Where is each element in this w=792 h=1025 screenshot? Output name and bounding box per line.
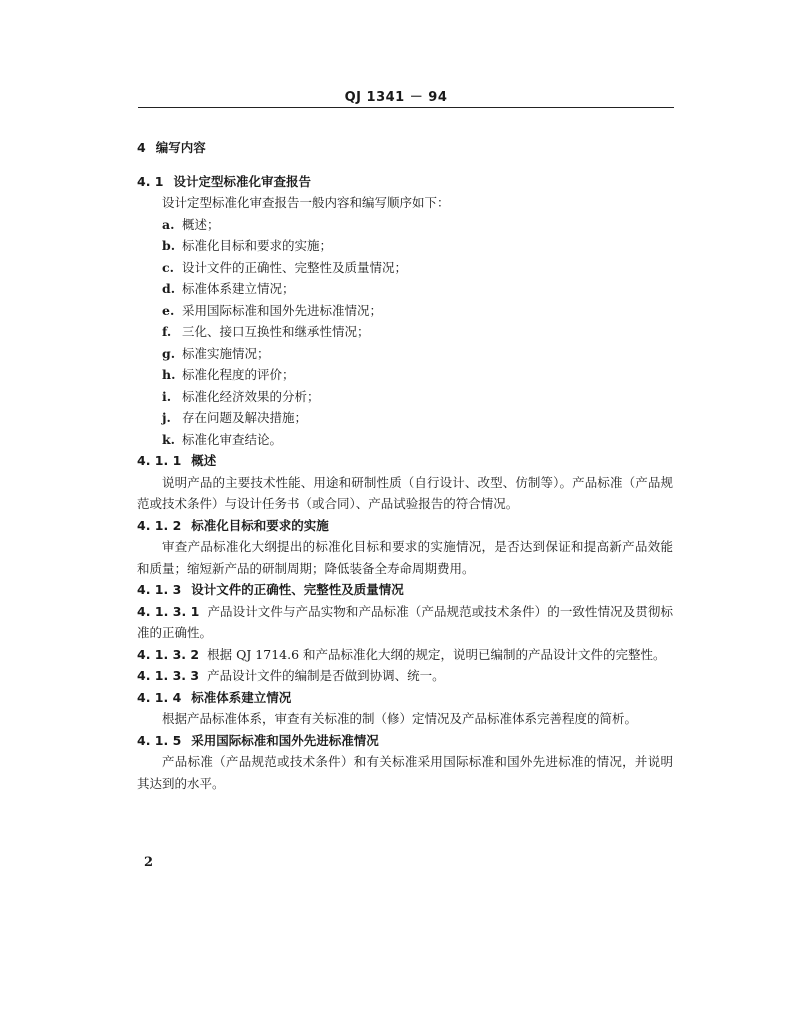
section-4-1-heading [137, 171, 673, 193]
list-item: h. 标准化程度的评价； [162, 367, 295, 382]
section-4-1-4-heading [137, 687, 673, 709]
section-4-1-1-heading [137, 450, 673, 472]
section-number: 4. 1. 3. 1 [137, 603, 200, 619]
list-item: k. 标准化审查结论。 [162, 431, 283, 447]
section-4-1-2-body: 审查产品标准化大纲提出的标准化目标和要求的实施情况，是否达到保证和提高新产品效能和质量；缩短新产品的研制周期；降低装备全寿命周期费用。 [137, 539, 673, 576]
section-number: 4. 1. 1 [137, 453, 182, 468]
list-item: b. 标准化目标和要求的实施； [162, 238, 333, 253]
section-title: 设计定型标准化审查报告 [173, 173, 312, 189]
list-item: g. 标准实施情况； [162, 345, 270, 361]
section-body: 产品设计文件的编制是否做到协调、统一。 [207, 668, 445, 683]
section-4-1-4-body: 根据产品标准体系，审查有关标准的制（修）定情况及产品标准体系完善程度的简析。 [162, 711, 638, 726]
header-rule [138, 107, 674, 108]
section-title: 标准化目标和要求的实施 [191, 517, 329, 533]
section-4-1-3-3 [137, 665, 673, 687]
section-number: 4. 1. 3. 2 [137, 646, 200, 662]
section-4-1-3-heading [137, 579, 673, 601]
section-4-1-2-heading [137, 515, 673, 537]
section-number: 4. 1. 4 [137, 689, 182, 705]
section-4-1-5-body: 产品标准（产品规范或技术条件）和有关标准采用国际标准和国外先进标准的情况，并说明其达到的水平。 [137, 754, 673, 791]
section-4-1-1-body: 说明产品的主要技术性能、用途和研制性质（自行设计、改型、仿制等）。产品标准（产品规范或技术条件）与设计任务书（或合同）、产品试验报告的符合情况。 [137, 474, 673, 511]
section-4-1-intro: 设计定型标准化审查报告一般内容和编写顺序如下： [162, 195, 450, 210]
section-title: 标准体系建立情况 [191, 689, 292, 705]
section-4-1-3-1 [137, 601, 673, 644]
section-title: 编写内容 [155, 140, 206, 155]
list-item: a. 概述； [162, 216, 220, 232]
section-body: 根据 QJ 1714.6 和产品标准化大纲的规定，说明已编制的产品设计文件的完整性。 [207, 646, 666, 662]
list-item: e. 采用国际标准和国外先进标准情况； [162, 302, 383, 318]
section-title: 采用国际标准和国外先进标准情况 [191, 732, 379, 748]
section-4-1-5-heading [137, 730, 673, 752]
list-item: j. 存在问题及解决措施； [162, 410, 308, 425]
section-title: 概述 [191, 453, 217, 468]
list-item: d. 标准体系建立情况； [162, 281, 295, 296]
list-item: i. 标准化经济效果的分析； [162, 388, 320, 404]
document-body [137, 137, 673, 794]
page-number: 2 [144, 855, 154, 870]
section-number: 4. 1 [137, 173, 164, 189]
list-item: f. 三化、接口互换性和继承性情况； [162, 324, 370, 339]
section-number: 4. 1. 2 [137, 517, 182, 533]
section-title: 设计文件的正确性、完整性及质量情况 [191, 582, 404, 597]
document-header: QJ 1341 － 94 [344, 90, 448, 105]
section-4-1-3-2 [137, 644, 673, 666]
section-4-heading [137, 137, 673, 159]
section-number: 4. 1. 3. 3 [137, 668, 200, 683]
list-item: c. 设计文件的正确性、完整性及质量情况； [162, 259, 408, 275]
section-number: 4 [137, 140, 146, 155]
section-body: 产品设计文件与产品实物和产品标准（产品规范或技术条件）的一致性情况及贯彻标准的正确性。 [137, 603, 673, 640]
section-number: 4. 1. 5 [137, 732, 182, 748]
section-number: 4. 1. 3 [137, 582, 182, 597]
